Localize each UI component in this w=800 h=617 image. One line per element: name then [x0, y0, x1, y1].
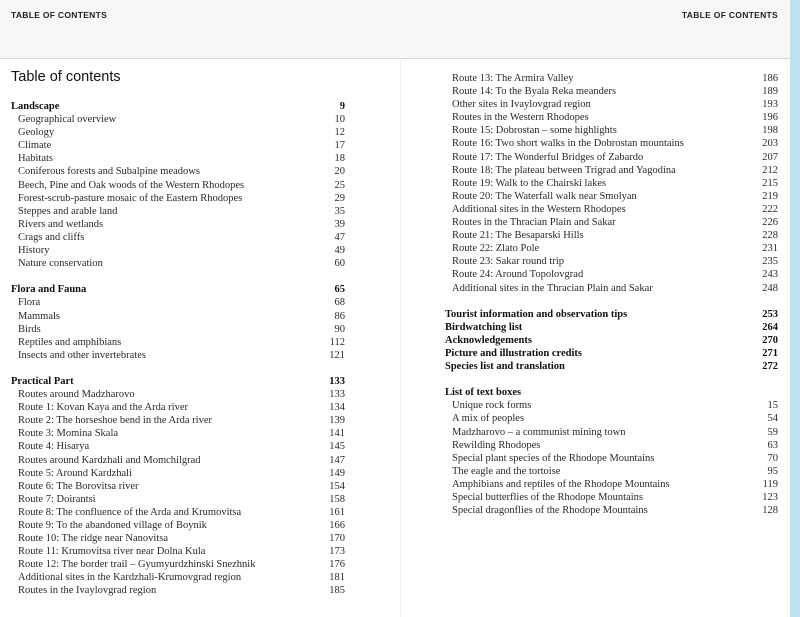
toc-page-number: 272 — [762, 361, 778, 373]
toc-entry-title: Routes around Kardzhali and Momchilgrad — [18, 454, 201, 466]
toc-page-number: 121 — [329, 349, 345, 361]
section-spacer — [445, 373, 778, 386]
toc-page-number: 86 — [334, 310, 345, 322]
toc-page-number: 158 — [329, 493, 345, 505]
toc-page-number: 10 — [334, 114, 345, 126]
toc-entry[interactable] — [445, 242, 778, 255]
toc-page-number: 215 — [762, 177, 778, 189]
toc-entry[interactable] — [11, 113, 345, 126]
toc-page-number: 253 — [762, 308, 778, 320]
toc-page-number: 198 — [762, 125, 778, 137]
toc-entry-title: Birds — [18, 323, 41, 335]
toc-right-column — [445, 72, 778, 517]
toc-page-number: 90 — [334, 323, 345, 335]
toc-page-number: 39 — [334, 218, 345, 230]
toc-entry[interactable] — [11, 493, 345, 506]
toc-entry[interactable] — [11, 126, 345, 139]
toc-page-number: 17 — [334, 140, 345, 152]
toc-page-number: 134 — [329, 402, 345, 414]
toc-page-number: 193 — [762, 99, 778, 111]
toc-entry-title: Picture and illustration credits — [445, 347, 582, 359]
toc-entry[interactable] — [11, 532, 345, 545]
toc-entry-title: Rivers and wetlands — [18, 218, 104, 230]
section-spacer — [11, 270, 345, 283]
toc-entry-title: Unique rock forms — [452, 400, 532, 412]
toc-entry[interactable] — [445, 399, 778, 412]
toc-page-number: 145 — [329, 441, 345, 453]
toc-page-number: 49 — [334, 245, 345, 257]
toc-entry-title: Birdwatching list — [445, 321, 523, 333]
toc-entry-title: Forest-scrub-pasture mosaic of the Eastern Rhodopes — [18, 192, 243, 204]
toc-entry-title: Coniferous forests and Subalpine meadows — [18, 166, 200, 178]
toc-entry[interactable] — [445, 452, 778, 465]
toc-page-number: 226 — [762, 217, 778, 229]
toc-entry[interactable] — [445, 72, 778, 85]
toc-entry-title: Other sites in Ivaylovgrad region — [452, 99, 591, 111]
toc-entry[interactable] — [445, 268, 778, 281]
toc-entry[interactable] — [11, 545, 345, 558]
toc-page-number: 18 — [334, 153, 345, 165]
toc-page-number: 149 — [329, 467, 345, 479]
toc-entry[interactable] — [445, 255, 778, 268]
toc-entry-title: A mix of peoples — [452, 413, 525, 425]
toc-section-heading[interactable] — [11, 375, 345, 388]
toc-entry[interactable] — [11, 231, 345, 244]
toc-entry[interactable] — [445, 439, 778, 452]
toc-entry-title: Route 2: The horseshoe bend in the Arda river — [18, 415, 213, 427]
toc-page-number: 35 — [334, 205, 345, 217]
section-spacer — [445, 295, 778, 308]
toc-entry-title: Mammals — [18, 310, 60, 322]
toc-page-number: 270 — [762, 334, 778, 346]
toc-entry[interactable] — [11, 179, 345, 192]
toc-entry-title: Route 20: The Waterfall walk near Smolyan — [452, 190, 637, 202]
toc-entry-title: Special butterflies of the Rhodope Mountains — [452, 492, 644, 503]
toc-page-number: 222 — [762, 203, 778, 215]
toc-entry-title: Species list and translation — [445, 361, 565, 373]
toc-entry[interactable] — [11, 257, 345, 270]
toc-page-number: 170 — [329, 533, 345, 545]
toc-page-number: 59 — [767, 426, 778, 438]
toc-page-number: 133 — [329, 389, 345, 401]
toc-entry-title: Route 7: Doirantsi — [18, 493, 96, 505]
toc-page-number: 271 — [762, 347, 778, 359]
running-header-right: TABLE OF CONTENTS — [681, 10, 778, 20]
toc-entry-title: Geographical overview — [18, 114, 117, 126]
toc-entry[interactable] — [11, 192, 345, 205]
toc-entry[interactable] — [445, 85, 778, 98]
toc-entry-title: Steppes and arable land — [18, 205, 118, 217]
toc-page-number: 15 — [767, 400, 778, 412]
toc-entry-title: Routes in the Ivaylovgrad region — [18, 585, 157, 597]
toc-entry[interactable] — [11, 139, 345, 152]
toc-entry[interactable] — [445, 177, 778, 190]
toc-entry[interactable] — [11, 296, 345, 309]
toc-entry-title: Routes in the Thracian Plain and Sakar — [452, 217, 616, 229]
toc-entry-title: Geology — [18, 127, 55, 139]
toc-entry[interactable] — [11, 336, 345, 349]
toc-section-heading[interactable] — [445, 334, 778, 347]
toc-entry[interactable] — [445, 111, 778, 124]
toc-entry-title: Route 9: To the abandoned village of Boynik — [18, 520, 207, 531]
toc-entry[interactable] — [11, 323, 345, 336]
toc-page-number: 235 — [762, 256, 778, 268]
toc-entry-title: Route 17: The Wonderful Bridges of Zabardo — [452, 151, 644, 163]
toc-entry-title: Additional sites in the Thracian Plain and Sakar — [452, 282, 653, 294]
toc-entry[interactable] — [445, 124, 778, 137]
toc-page-number: 70 — [767, 452, 778, 464]
toc-entry[interactable] — [445, 282, 778, 295]
toc-entry-title: Reptiles and amphibians — [18, 336, 122, 348]
toc-entry[interactable] — [445, 465, 778, 478]
toc-entry[interactable] — [11, 388, 345, 401]
toc-entry[interactable] — [445, 504, 778, 517]
toc-page-number: 133 — [329, 375, 345, 387]
toc-entry-title: Route 18: The plateau between Trigrad and Yagodina — [452, 164, 676, 176]
toc-entry-title: Route 21: The Besaparski Hills — [452, 230, 584, 242]
toc-entry[interactable] — [11, 440, 345, 453]
toc-entry[interactable] — [11, 218, 345, 231]
toc-entry[interactable] — [445, 164, 778, 177]
toc-entry-title: Route 19: Walk to the Chairski lakes — [452, 177, 607, 189]
toc-entry-title: Route 3: Momina Skala — [18, 428, 119, 440]
toc-entry-title: Route 5: Around Kardzhali — [18, 467, 133, 479]
toc-page-number: 248 — [762, 282, 778, 294]
toc-entry-title: Special dragonflies of the Rhodope Mountains — [452, 505, 648, 517]
toc-entry-title: Route 15: Dobrostan – some highlights — [452, 125, 617, 137]
toc-page-number: 141 — [329, 428, 345, 440]
toc-section-heading[interactable] — [445, 321, 778, 334]
toc-page-number: 154 — [329, 480, 345, 492]
toc-section-heading[interactable] — [11, 100, 345, 113]
toc-entry-title: Route 8: The confluence of the Arda and Krumovitsa — [18, 506, 242, 518]
toc-entry-title: Routes around Madzharovo — [18, 389, 135, 401]
toc-entry[interactable] — [11, 349, 345, 362]
toc-page-number: 219 — [762, 190, 778, 202]
page-gutter — [400, 58, 401, 617]
toc-entry-title: Practical Part — [11, 375, 74, 387]
toc-entry-title: Route 24: Around Topolovgrad — [452, 269, 584, 281]
toc-entry-title: Nature conservation — [18, 258, 103, 270]
toc-section-heading[interactable] — [445, 347, 778, 360]
toc-entry-title: Landscape — [11, 101, 60, 112]
toc-entry-title: Route 10: The ridge near Nanovitsa — [18, 533, 168, 545]
toc-page-number: 123 — [762, 492, 778, 503]
toc-section-heading[interactable] — [445, 360, 778, 373]
toc-entry-title: Habitats — [18, 153, 53, 165]
toc-entry[interactable] — [445, 426, 778, 439]
running-header-left: TABLE OF CONTENTS — [11, 10, 108, 20]
toc-entry-title: Route 22: Zlato Pole — [452, 243, 540, 255]
toc-entry[interactable] — [11, 467, 345, 480]
toc-entry-title: Amphibians and reptiles of the Rhodope Mountains — [452, 478, 670, 490]
toc-entry[interactable] — [445, 203, 778, 216]
toc-page-number: 161 — [329, 506, 345, 518]
toc-entry[interactable] — [11, 571, 345, 584]
toc-entry-title: Route 1: Kovan Kaya and the Arda river — [18, 402, 188, 414]
toc-entry-title: Additional sites in the Western Rhodopes — [452, 203, 626, 215]
toc-page-number: 139 — [329, 415, 345, 427]
toc-page-number: 25 — [334, 179, 345, 191]
toc-page-number: 9 — [339, 101, 345, 112]
toc-entry[interactable] — [445, 412, 778, 425]
toc-entry-title: Insects and other invertebrates — [18, 349, 146, 361]
toc-page-number: 68 — [334, 297, 345, 309]
toc-page-number: 20 — [334, 166, 345, 178]
toc-entry[interactable] — [11, 506, 345, 519]
toc-entry[interactable] — [445, 216, 778, 229]
toc-entry-title: Route 16: Two short walks in the Dobrostan mountains — [452, 138, 684, 150]
toc-page-number: 189 — [762, 86, 778, 98]
toc-page-number: 60 — [334, 258, 345, 270]
toc-entry-title: Route 13: The Armira Valley — [452, 73, 574, 84]
toc-entry[interactable] — [11, 480, 345, 493]
toc-entry[interactable] — [445, 98, 778, 111]
toc-entry[interactable] — [445, 229, 778, 242]
toc-section-heading[interactable] — [11, 283, 345, 296]
toc-entry[interactable] — [11, 558, 345, 571]
toc-entry[interactable] — [11, 519, 345, 532]
toc-entry[interactable] — [11, 584, 345, 597]
toc-entry-title: Crags and cliffs — [18, 231, 85, 243]
toc-page-number: 212 — [762, 164, 778, 176]
toc-entry-title: The eagle and the tortoise — [452, 465, 561, 477]
toc-entry-title: History — [18, 245, 50, 257]
toc-entry[interactable] — [11, 427, 345, 440]
toc-entry[interactable] — [11, 310, 345, 323]
toc-page-number: 243 — [762, 269, 778, 281]
toc-entry-title: Madzharovo – a communist mining town — [452, 426, 626, 438]
toc-page-number: 147 — [329, 454, 345, 466]
toc-entry-title: Route 23: Sakar round trip — [452, 256, 564, 268]
toc-entry-title: Special plant species of the Rhodope Mountains — [452, 452, 655, 464]
section-spacer — [11, 362, 345, 375]
toc-entry-title: Route 4: Hisarya — [18, 441, 90, 453]
toc-entry-title: Climate — [18, 140, 52, 152]
toc-entry-title: Routes in the Western Rhodopes — [452, 112, 589, 124]
toc-page-number: 63 — [767, 439, 778, 451]
toc-entry[interactable] — [11, 205, 345, 218]
toc-page-number: 228 — [762, 230, 778, 242]
toc-entry[interactable] — [11, 401, 345, 414]
toc-page-number: 12 — [334, 127, 345, 139]
toc-entry-title: Flora and Fauna — [11, 284, 87, 296]
toc-entry-title: Beech, Pine and Oak woods of the Western Rhodopes — [18, 179, 245, 191]
toc-page-number: 47 — [334, 231, 345, 243]
toc-entry[interactable] — [11, 152, 345, 165]
toc-entry[interactable] — [11, 454, 345, 467]
toc-entry[interactable] — [445, 491, 778, 504]
page-edge-strip — [790, 0, 800, 617]
toc-page-number: 119 — [762, 478, 778, 490]
toc-page-number: 207 — [762, 151, 778, 163]
toc-entry-title: Route 12: The border trail – Gyumyurdzhinski Snezhnik — [18, 559, 256, 571]
toc-page-number: 95 — [767, 465, 778, 477]
toc-page-number: 231 — [762, 243, 778, 255]
toc-page-number: 54 — [767, 413, 778, 425]
toc-left-column — [11, 100, 345, 598]
toc-entry-title: Additional sites in the Kardzhali-Krumovgrad region — [18, 572, 242, 584]
toc-entry[interactable] — [11, 414, 345, 427]
toc-page-number: 65 — [334, 284, 345, 296]
toc-page-number: 173 — [329, 546, 345, 558]
toc-entry-title: Flora — [18, 297, 41, 309]
toc-entry[interactable] — [445, 137, 778, 150]
toc-page-number: 166 — [329, 520, 345, 531]
page-title: Table of contents — [11, 69, 121, 85]
toc-entry[interactable] — [11, 244, 345, 257]
toc-section-heading[interactable] — [445, 386, 778, 399]
page-header-bar — [0, 0, 800, 59]
toc-page-number: 128 — [762, 505, 778, 517]
toc-entry[interactable] — [445, 478, 778, 491]
toc-page-number: 181 — [329, 572, 345, 584]
toc-entry-title: Route 14: To the Byala Reka meanders — [452, 86, 617, 98]
toc-entry-title: Tourist information and observation tips — [445, 308, 628, 320]
toc-page-number: 29 — [334, 192, 345, 204]
toc-entry-title: List of text boxes — [445, 387, 522, 399]
toc-section-heading[interactable] — [445, 308, 778, 321]
toc-entry-title: Rewilding Rhodopes — [452, 439, 541, 451]
toc-entry[interactable] — [11, 165, 345, 178]
toc-page-number: 186 — [762, 73, 778, 84]
toc-page-number: 112 — [329, 336, 345, 348]
toc-entry-title: Acknowledgements — [445, 334, 532, 346]
toc-entry[interactable] — [445, 190, 778, 203]
toc-page-number: 176 — [329, 559, 345, 571]
toc-entry[interactable] — [445, 151, 778, 164]
toc-page-number: 264 — [762, 321, 778, 333]
toc-entry-title: Route 6: The Borovitsa river — [18, 480, 139, 492]
toc-page-number: 196 — [762, 112, 778, 124]
toc-page-number: 203 — [762, 138, 778, 150]
toc-page-number: 185 — [329, 585, 345, 597]
toc-entry-title: Route 11: Krumovitsa river near Dolna Kula — [18, 546, 206, 558]
